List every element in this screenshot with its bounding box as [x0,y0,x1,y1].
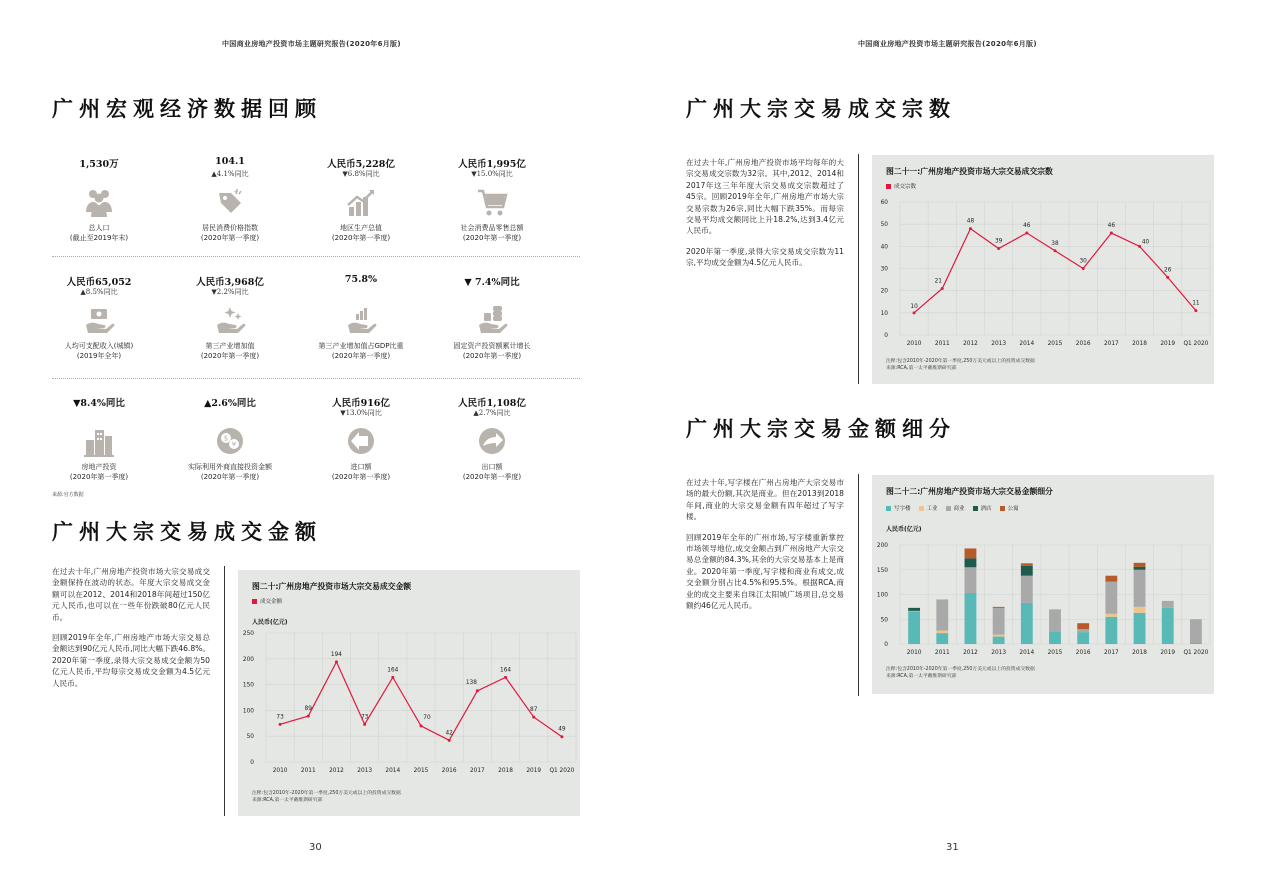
data-label: 46 [1023,223,1031,230]
data-point [363,723,366,726]
stat-label: 固定资产投资额累计增长 [453,342,531,350]
x-tick-label: 2018 [1132,341,1147,347]
stat-item [160,156,300,243]
count-text [686,157,844,278]
x-tick-label: 2011 [300,768,316,774]
bar-segment [993,607,1005,608]
y-tick-label: 60 [880,200,888,206]
data-point [532,716,535,719]
data-point [335,660,338,663]
line-chart-amount [238,570,580,816]
x-tick-label: 2019 [526,768,542,774]
bar-segment [1077,629,1089,632]
x-tick-label: 2016 [1075,650,1091,656]
y-tick-label: 200 [242,656,254,663]
paragraph: 在过去十年,广州房地产投资市场平均每年的大宗交易成交宗数为32宗。其中,2012、2014和2017年这三年年度大宗交易成交宗数超过了45宗。回顾2019年全年,广州房地产市场大宗交易宗数为26宗,同比大幅下跌35%。而每宗交易平均成交额同比上升18.2%,达到3.4亿元人民币。 [686,158,844,236]
stat-change [160,408,300,420]
stat-item [160,274,300,361]
stat-sublabel: (2020年第一季度) [200,234,260,242]
stats-source: 来源:官方数据 [52,492,84,498]
bar-segment [1134,613,1146,644]
stat-sublabel: (截止至2019年末) [69,234,129,242]
chart-rule [858,474,859,696]
page-number: 30 [309,842,322,853]
data-point [941,287,944,290]
stat-change: ▼6.8%同比 [342,170,380,178]
currency-exchange-icon [213,424,247,458]
chart-note: 注释:包含2010年-2020年第一季度,250万美元或以上的投资成交数据 [252,791,401,796]
chart-note: 注释:包含2010年-2020年第一季度,250万美元或以上的投资成交数据 [886,359,1035,364]
bar-segment [1105,614,1117,617]
chart-panel-breakdown [872,475,1214,694]
x-tick-label: 2017 [469,768,485,774]
x-tick-label: Q1 2020 [1183,650,1209,656]
stat-label: 进口额 [350,463,372,471]
count-section-title: 广州大宗交易成交宗数 [686,97,956,121]
bar-segment [1190,643,1202,644]
stat-sublabel: (2020年第一季度) [331,473,391,481]
bar-segment [1049,632,1061,644]
stat-label: 地区生产总值 [340,224,382,232]
bar-segment [1077,623,1089,629]
stat-change: ▼15.0%同比 [471,170,513,178]
data-label: 42 [445,730,453,737]
x-tick-label: 2012 [963,341,978,347]
y-tick-label: 100 [242,708,254,715]
bar-segment [908,608,920,611]
paragraph: 在过去十年,广州房地产投资市场大宗交易成交金额保持在波动的状态。年度大宗交易成交金额可以在2012、2014和2018年间超过150亿元人民币,也可以在一些年份跌破80亿元人民币。 [52,567,210,622]
divider [52,256,580,257]
y-tick-label: 10 [880,310,888,317]
data-point [476,689,479,692]
sparkle-hand-icon [213,303,247,337]
data-point [504,676,507,679]
data-label: 48 [966,218,975,225]
people-icon [82,185,116,219]
data-point [1138,245,1141,248]
y-axis-label: 人民币(亿元) [886,526,922,533]
data-point [560,735,563,738]
money-hand-icon [82,303,116,337]
x-tick-label: 2012 [329,768,344,774]
stat-change [29,169,169,181]
data-label: 89 [304,706,312,713]
stat-label: 第三产业增加值占GDP比重 [318,342,404,350]
x-tick-label: 2018 [1132,650,1147,656]
growth-chart-icon [344,185,378,219]
x-tick-label: 2017 [1103,650,1119,656]
x-tick-label: 2018 [498,768,513,774]
page-number: 31 [946,842,959,853]
stat-label: 社会消费品零售总额 [460,224,524,232]
data-point [1194,309,1197,312]
x-tick-label: 2010 [272,768,288,774]
paragraph: 回顾2019年全年,广州房地产市场大宗交易总金额达到90亿元人民币,同比大幅下跌46.8%。2020年第一季度,录得大宗交易成交金额为50亿元人民币,平均每宗交易成交金额为4.5亿元人民币。 [52,633,210,688]
data-point [448,739,451,742]
chart-note: 来源:RCA,第一太平戴维斯研究部 [252,797,323,803]
stat-change: ▼13.0%同比 [340,409,382,417]
chart-rule [224,566,225,816]
bar-segment [993,637,1005,644]
legend-label: 工业 [926,506,938,512]
stat-item [29,274,169,361]
x-tick-label: 2015 [1047,341,1063,347]
y-tick-label: 30 [880,266,888,273]
bar-segment [965,567,977,593]
y-tick-label: 250 [242,631,254,637]
amount-text [52,566,210,698]
data-point [969,227,972,230]
breakdown-text [686,477,844,620]
bar-segment [965,558,977,567]
y-axis-label: 人民币(亿元) [252,619,288,626]
legend-label: 成交宗数 [894,184,917,190]
stat-change [422,287,562,299]
stat-item [160,395,300,482]
stat-label: 总人口 [88,224,110,232]
coins-hand-icon [475,303,509,337]
stat-label: 房地产投资 [81,463,117,471]
chart-notes [886,359,1035,372]
stat-change: ▲8.5%同比 [80,288,118,296]
stat-item [291,395,431,482]
data-label: 11 [1192,300,1200,307]
paragraph: 回顾2019年全年的广州市场,写字楼重新掌控市场领导地位,成交金额占到广州房地产大宗交易总金额的84.3%,其余的大宗交易基本上是商业。2020年第一季度,写字楼和商业有成交,成交金额分别占比4.5%和95.5%。根据RCA,商业的成交主要来自珠江太阳城广场项目,总交易额约46亿元人民币。 [686,532,844,611]
right-page [634,0,1268,875]
running-header: 中国商业房地产投资市场主题研究报告(2020年6月版) [222,40,401,48]
bar-segment [1162,601,1174,608]
x-tick-label: 2017 [1103,341,1119,347]
chart-notes [886,667,1035,680]
data-label: 194 [330,651,342,658]
stat-value: 人民币1,108亿 [458,398,526,409]
bar-segment [936,599,948,630]
stat-label: 第三产业增加值 [205,342,255,350]
stat-sublabel: (2020年第一季度) [462,473,522,481]
bar-segment [965,593,977,644]
buildings-icon [82,424,116,458]
stat-sublabel: (2020年第一季度) [331,352,391,360]
chart-hand-icon [344,303,378,337]
x-tick-label: 2015 [1047,650,1063,656]
macro-section-title: 广州宏观经济数据回顾 [52,97,322,121]
stat-sublabel: (2019年全年) [76,352,122,360]
y-tick-label: 50 [880,222,888,229]
stat-value: 75.8% [344,274,378,285]
x-tick-label: 2011 [934,650,950,656]
data-point [1166,276,1169,279]
data-label: 26 [1164,267,1172,274]
x-tick-label: 2013 [991,650,1007,656]
stat-label: 实际利用外商直接投资金额 [188,463,272,471]
x-tick-label: 2014 [385,768,401,774]
chart-rule [858,154,859,384]
y-tick-label: 150 [876,567,888,574]
x-tick-label: Q1 2020 [1183,341,1209,347]
bar-segment [1105,617,1117,644]
stat-sublabel: (2020年第一季度) [462,234,522,242]
bar-segment [1021,603,1033,644]
y-tick-label: 200 [876,543,888,549]
bar-segment [936,633,948,644]
x-tick-label: 2015 [413,768,429,774]
stat-value: 104.1 [215,156,245,167]
stat-value: 人民币5,228亿 [327,159,395,170]
x-tick-label: 2010 [906,650,922,656]
stat-value: ▼8.4%同比 [73,398,125,409]
bar-segment [1105,576,1117,582]
legend-label: 写字楼 [894,506,911,512]
x-tick-label: 2013 [357,768,373,774]
bar-segment [993,635,1005,637]
stat-label: 人均可支配收入(城镇) [64,342,134,350]
divider [52,378,580,379]
bar-segment [965,548,977,558]
stat-value: 人民币1,995亿 [458,159,526,170]
stat-value: 人民币916亿 [332,398,390,409]
stat-item [29,156,169,243]
data-label: 21 [934,278,942,285]
bar-segment [993,608,1005,635]
bar-segment [908,612,920,644]
paragraph: 2020年第一季度,录得大宗交易成交宗数为11宗,平均成交金额为4.5亿元人民币。 [686,246,844,268]
breakdown-section-title: 广州大宗交易金额细分 [686,417,956,441]
stat-value: 人民币3,968亿 [196,277,264,288]
data-label: 39 [994,238,1003,245]
data-label: 73 [360,714,369,721]
data-label: 46 [1107,223,1116,230]
stat-item [291,274,431,361]
shopping-cart-icon [475,185,509,219]
x-tick-label: 2014 [1019,341,1035,347]
bar-segment [1021,566,1033,576]
y-tick-label: 100 [876,592,888,599]
stat-change: ▲2.7%同比 [473,409,511,417]
y-tick-label: 0 [884,642,888,648]
chart-title: 图二十二:广州房地产投资市场大宗交易金额细分 [886,487,1053,496]
stat-sublabel: (2020年第一季度) [200,352,260,360]
data-point [1110,232,1113,235]
stat-label: 居民消费价格指数 [202,224,258,232]
bar-segment [1190,619,1202,643]
chart-note: 注释:包含2010年-2020年第一季度,250万美元或以上的投资成交数据 [886,667,1035,672]
data-point [1082,267,1085,270]
stat-item [29,395,169,482]
y-tick-label: 50 [880,617,888,624]
export-arrow-icon [475,424,509,458]
stat-value: ▲2.6%同比 [204,398,256,409]
data-point [391,676,394,679]
amount-section-title: 广州大宗交易成交金额 [52,520,322,544]
line-chart-count [872,155,1214,384]
svg-text:$: $ [223,434,229,443]
x-tick-label: 2010 [906,341,922,347]
data-label: 49 [558,726,566,733]
stat-value: 1,530万 [79,159,119,170]
bar-segment [936,631,948,633]
x-tick-label: 2019 [1160,650,1176,656]
stat-item [422,156,562,243]
paragraph: 在过去十年,写字楼在广州占房地产大宗交易市场的最大份额,其次是商业。但在2013到2018年间,商业的大宗交易金额有四年超过了写字楼。 [686,478,844,522]
x-tick-label: 2016 [1075,341,1091,347]
bar-segment [1162,608,1174,644]
stat-sublabel: (2020年第一季度) [200,473,260,481]
stat-change [291,287,431,299]
svg-text:¥: ¥ [231,440,237,449]
data-point [997,247,1000,250]
bar-segment [1049,609,1061,631]
bar-segment [1134,607,1146,613]
data-label: 30 [1079,258,1087,265]
stat-change: ▼2.2%同比 [211,288,249,296]
stat-value: ▼ 7.4%同比 [464,277,520,288]
x-tick-label: 2013 [991,341,1007,347]
stat-item [291,156,431,243]
chart-panel-amount [238,570,580,816]
x-tick-label: Q1 2020 [549,768,575,774]
data-point [420,724,423,727]
bar-segment [1021,576,1033,603]
data-label: 38 [1051,240,1059,247]
data-point [307,715,310,718]
legend-label: 公寓 [1007,506,1019,512]
x-tick-label: 2014 [1019,650,1035,656]
data-label: 87 [530,707,538,714]
legend-label: 成交金额 [260,599,283,605]
data-label: 10 [910,303,918,310]
data-label: 164 [500,667,512,674]
stat-change: ▲4.1%同比 [211,170,249,178]
x-tick-label: 2019 [1160,341,1176,347]
stat-value: 人民币65,052 [66,277,132,288]
y-tick-label: 150 [242,682,254,689]
legend-label: 商业 [953,506,965,512]
data-label: 164 [387,667,399,674]
bar-segment [1077,632,1089,644]
y-tick-label: 20 [880,288,888,295]
legend-label: 酒店 [980,506,992,512]
data-label: 70 [423,714,431,721]
stat-item [422,274,562,361]
chart-title: 图二十一:广州房地产投资市场大宗交易成交宗数 [886,167,1053,176]
x-tick-label: 2016 [441,768,457,774]
y-tick-label: 0 [250,760,254,766]
bar-segment [1021,563,1033,565]
chart-note: 来源:RCA,第一太平戴维斯研究部 [886,365,957,371]
stat-sublabel: (2020年第一季度) [462,352,522,360]
data-point [1025,232,1028,235]
bar-segment [1134,563,1146,567]
data-label: 40 [1141,239,1150,246]
stat-sublabel: (2020年第一季度) [69,473,129,481]
data-point [913,311,916,314]
running-header: 中国商业房地产投资市场主题研究报告(2020年6月版) [858,40,1037,48]
stat-change [29,408,169,420]
price-tag-icon [213,185,247,219]
stacked-bar-chart-breakdown [872,475,1214,694]
chart-notes [252,791,401,804]
stat-sublabel: (2020年第一季度) [331,234,391,242]
y-tick-label: 50 [246,734,254,741]
chart-note: 来源:RCA,第一太平戴维斯研究部 [886,673,957,679]
bar-segment [1105,582,1117,614]
data-point [279,723,282,726]
bar-segment [1134,570,1146,607]
stat-item [422,395,562,482]
chart-title: 图二十:广州房地产投资市场大宗交易成交金额 [252,582,412,591]
bar-segment [908,611,920,612]
y-tick-label: 40 [880,244,888,251]
x-tick-label: 2012 [963,650,978,656]
chart-panel-count [872,155,1214,384]
bar-segment [1134,567,1146,570]
import-arrow-icon [344,424,378,458]
data-label: 138 [465,679,477,686]
y-tick-label: 0 [884,333,888,339]
data-label: 73 [276,714,284,721]
data-point [1054,249,1057,252]
stat-label: 出口额 [481,463,503,471]
x-tick-label: 2011 [934,341,950,347]
